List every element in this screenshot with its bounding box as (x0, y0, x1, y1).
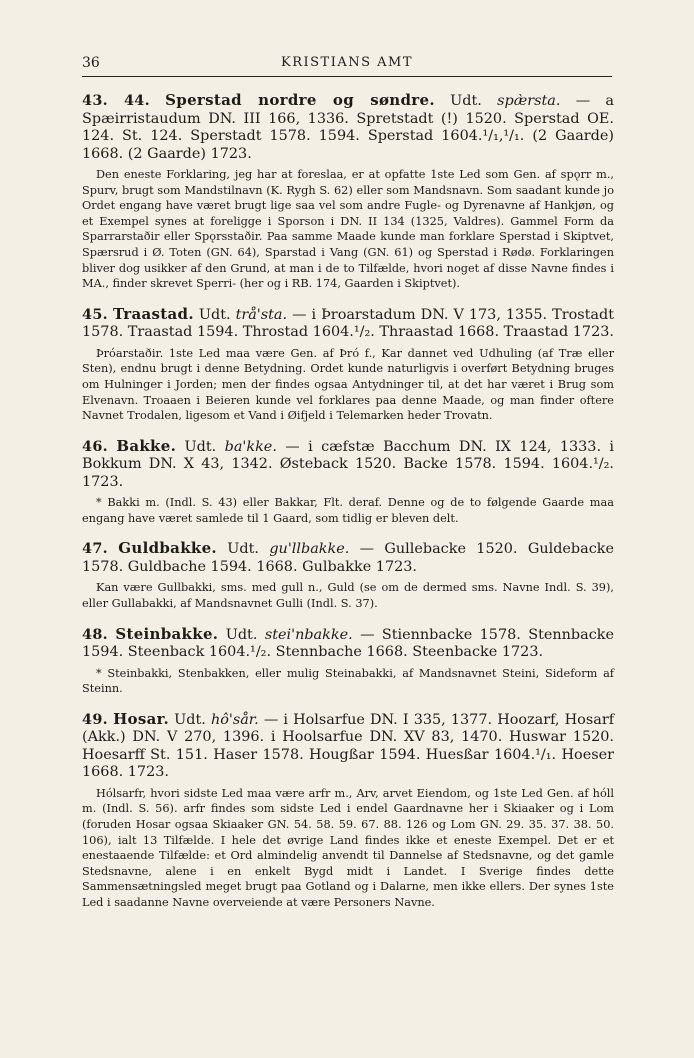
entry-number: 47. (82, 540, 108, 558)
entry-main (82, 92, 614, 163)
entry-guldbakke (82, 540, 614, 611)
pronunciation: trå'sta. (235, 306, 288, 323)
entry-note: * Steinbakki, Stenbakken, eller mulig Steinabakki, af Mandsnavnet Steini, Sideform af Steinn. (82, 666, 614, 696)
entry-name: Guldbakke. (118, 539, 217, 558)
entry-number: 46. (82, 437, 108, 455)
entry-name: Traastad. (112, 304, 194, 323)
page-number: 36 (82, 55, 100, 71)
entry-name: Bakke. (116, 436, 177, 455)
pronunciation-label: Udt. (198, 306, 231, 323)
entry-number: 48. (82, 625, 108, 643)
pronunciation-label: Udt. (227, 541, 259, 558)
page-header (82, 50, 612, 77)
pronunciation: stei'nbakke. (264, 626, 353, 643)
entry-name: Steinbakke. (115, 624, 219, 643)
entry-note: Þróarstaðir. 1ste Led maa være Gen. af Þró f., Kar dannet ved Udhuling (af Træ eller Sten), endnu brugt i denne Betydning. Ordet kunde naturligvis i overført Betydning bruges om Hulninger i Jorden; men der findes ogsaa Antydninger til, at det har været i Brug som Elvenavn. Troaaen i Beieren kunde vel forklares paa denne Maade, og man finder oftere Navnet Trodalen, ligesom et Vand i Øifjeld i Telemarken heder Trovatn. (82, 346, 614, 423)
entry-main (82, 438, 614, 492)
pronunciation-label: Udt. (450, 93, 482, 109)
entry-bakke (82, 438, 614, 527)
entry-hosar (82, 711, 614, 911)
pronunciation: hô'sår. (210, 711, 259, 728)
historical-forms: — a Spæirristaudum DN. III 166, 1336. Spretstadt (!) 1520. Sperstad OE. 124. St. 124. Sperstadt 1578. 1594. Sperstad 1604.¹/₁,¹/₁. (2 Gaarde) 1668. (2 Gaarde) 1723. (82, 93, 614, 162)
entry-sperstad (82, 92, 614, 292)
entry-number: 49. (82, 710, 108, 728)
historical-forms: — i Holsarfue DN. I 335, 1377. Hoozarf, Hosarf (Akk.) DN. V 270, 1396. i Hoolsarfue DN. XV 83, 1470. Huswar 1520. Hoesarff St. 151. Haser 1578. Hougßar 1594. Huesßar 1604.¹/₁. Hoeser 1668. 1723. (82, 711, 615, 781)
pronunciation-label: Udt. (225, 626, 258, 643)
entry-number: 45. (82, 305, 108, 323)
entry-name: Hosar. (113, 709, 169, 728)
historical-forms: — Stiennbacke 1578. Stennbacke 1594. Steenback 1604.¹/₂. Stennbache 1668. Steenbacke 1723. (82, 626, 615, 661)
entry-name: Sperstad nordre og søndre. (165, 91, 435, 109)
pronunciation: spæ̀rsta. (497, 93, 561, 109)
entry-note: Hólsarfr, hvori sidste Led maa være arfr m., Arv, arvet Eiendom, og 1ste Led Gen. af hóll m. (Indl. S. 56). arfr findes som sidste Led i endel Gaardnavne her i Skiaaker og i Lom (foruden Hosar ogsaa Skiaaker GN. 54. 58. 59. 67. 88. 126 og Lom GN. 29. 35. 37. 38. 50. 106), ialt 13 Tilfælde. I hele det øvrige Land findes ikke et eneste Exempel. Det er et enestaaende Tilfælde: et Ord almindelig anvendt til Dannelse af Stedsnavne, og det gamle Stedsnavne, alene i en enkelt Bygd midt i Landet. I Sverige findes dette Sammensætningsled meget brugt paa Gotland og i Dalarne, men ikke ellers. Der synes 1ste Led i saadanne Navne overveiende at være Personers Navne. (82, 786, 614, 909)
entry-note: Kan være Gullbakki, sms. med gull n., Guld (se om de dermed sms. Navne Indl. S. 39), eller Gullabakki, af Mandsnavnet Gulli (Indl. S. 37). (82, 581, 614, 610)
entry-main (82, 306, 614, 342)
entry-traastad (82, 306, 614, 424)
historical-forms: — Gullebacke 1520. Guldebacke 1578. Guldbache 1594. 1668. Gulbakke 1723. (82, 541, 615, 575)
entry-main (82, 626, 614, 662)
historical-forms: — i cæfstæ Bacchum DN. IX 124, 1333. i Bokkum DN. X 43, 1342. Østeback 1520. Backe 1578. 1594. 1604.¹/₂. 1723. (82, 438, 615, 490)
pronunciation: gu'llbakke. (269, 541, 350, 558)
page-content (82, 92, 614, 925)
historical-forms: — i Þroarstadum DN. V 173, 1355. Trostadt 1578. Traastad 1594. Throstad 1604.¹/₂. Thraastad 1668. Traastad 1723. (82, 306, 614, 341)
entry-number: 43. 44. (82, 92, 150, 109)
entry-note: * Bakki m. (Indl. S. 43) eller Bakkar, Flt. deraf. Denne og de to følgende Gaarde maa engang have været samlede til 1 Gaard, som tidlig er bleven delt. (82, 496, 614, 525)
entry-main (82, 711, 614, 782)
pronunciation-label: Udt. (174, 711, 206, 728)
entry-main (82, 540, 614, 576)
entry-note: Den eneste Forklaring, jeg har at foreslaa, er at opfatte 1ste Led som Gen. af spǫrr m., Spurv, brugt som Mandstilnavn (K. Rygh S. 62) eller som Mandsnavn. Som saadant kunde jo Ordet engang have været brugt lige saa vel som andre Fugle- og Dyrenavne af Hankjøn, og et Exempel synes at foreligge i Sporson i DN. II 134 (1325, Valdres). Gammel Form da Sparrarstaðir eller Spǫrsstaðir. Paa samme Maade kunde man forklare Sperstad i Skiptvet, Spærsrud i Ø. Toten (GN. 64), Sparstad i Vang (GN. 61) og Sperstad i Rødø. Forklaringen bliver dog usikker af den Grund, at man i de to Tilfælde, hvori noget af disse Navne findes i MA., finder skrevet Sperri- (her og i RB. 174, Gaarden i Skiptvet). (82, 168, 614, 291)
pronunciation: ba'kke. (224, 438, 277, 455)
running-title: KRISTIANS AMT (280, 55, 414, 70)
pronunciation-label: Udt. (184, 438, 217, 455)
entry-steinbakke (82, 626, 614, 697)
